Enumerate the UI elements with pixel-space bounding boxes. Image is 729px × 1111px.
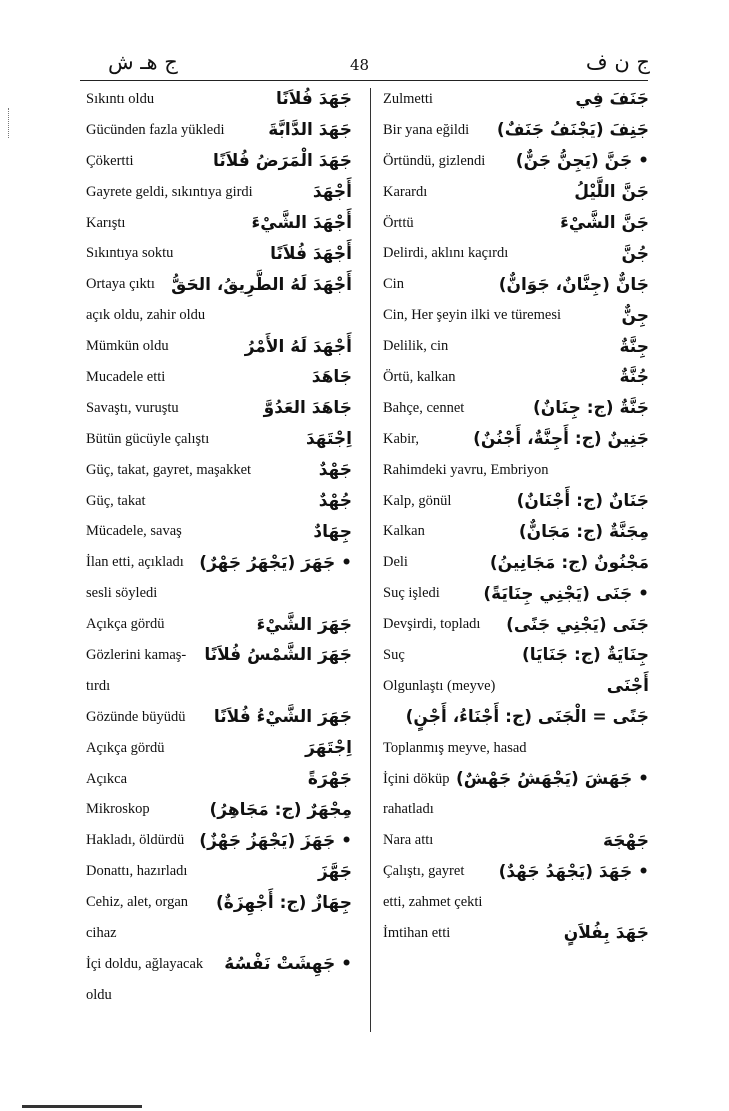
dictionary-entry (383, 887, 649, 918)
turkish-meaning: Gözlerini kamaş- (86, 646, 187, 663)
turkish-meaning: Açıkça gördü (86, 616, 165, 633)
dictionary-entry (86, 455, 352, 486)
dictionary-entry (383, 578, 649, 609)
dictionary-entry (383, 609, 649, 640)
arabic-headword: مِجْهَرٌ (ج: مَجَاهِرُ) (209, 799, 352, 820)
header-rule (80, 80, 648, 81)
dictionary-entry (383, 918, 649, 949)
dictionary-entry (86, 887, 352, 918)
arabic-headword: جَانٌّ (جِنَّانٌ، جَوَانٌّ) (498, 274, 649, 295)
arabic-headword: • جَهَشَ (يَجْهَشُ جَهْشٌ) (455, 769, 649, 790)
dictionary-entry (86, 733, 352, 764)
arabic-headword: أَجْهَدَ (312, 182, 352, 203)
dictionary-entry (86, 764, 352, 795)
arabic-headword: مَجْنُونٌ (ج: مَجَانِينُ) (489, 552, 649, 573)
page-header (80, 50, 650, 80)
arabic-headword: • جَنَى (يَجْنِي جِنَايَةً) (483, 583, 649, 604)
turkish-meaning: Nara attı (383, 832, 434, 849)
turkish-meaning: Çökertti (86, 152, 134, 169)
turkish-meaning: sesli söyledi (86, 585, 158, 602)
dictionary-entry (86, 671, 352, 702)
left-column (86, 84, 352, 1011)
arabic-headword: جَهَّزَ (317, 861, 352, 882)
arabic-headword: جَهَدَ بِفُلاَنٍ (563, 923, 649, 944)
dictionary-entry (383, 547, 649, 578)
turkish-meaning: Mümkün oldu (86, 338, 169, 355)
arabic-headword: جَنَّ الشَّيْءَ (560, 213, 649, 233)
arabic-headword: جُنَّةٌ (619, 367, 649, 388)
dictionary-entry (86, 825, 352, 856)
arabic-headword: • جَنَّ (يَجِنُّ جَنٌّ) (515, 151, 649, 172)
arabic-headword: جَاهَدَ (311, 367, 352, 388)
dictionary-entry (383, 764, 649, 795)
turkish-meaning: Ortaya çıktı (86, 276, 155, 293)
turkish-meaning: Açıkca (86, 770, 128, 787)
dictionary-entry (86, 331, 352, 362)
scan-edge-mark (8, 108, 11, 138)
dictionary-entry (86, 300, 352, 331)
arabic-headword: جِنَّةٌ (619, 336, 649, 357)
turkish-meaning: Olgunlaştı (meyve) (383, 677, 496, 694)
dictionary-entry (383, 825, 649, 856)
turkish-meaning: Örttü (383, 214, 414, 231)
dictionary-entry (383, 393, 649, 424)
turkish-meaning: Güç, takat, gayret, maşakket (86, 461, 252, 478)
dictionary-entry (383, 702, 649, 733)
arabic-headword: • جَهَرَ (يَجْهَرُ جَهْرٌ) (199, 552, 352, 573)
arabic-headword: • جَهَزَ (يَجْهَزُ جَهْزٌ) (199, 830, 352, 851)
dictionary-entry (86, 516, 352, 547)
turkish-meaning: İmtihan etti (383, 924, 451, 941)
arabic-headword: جَنِينٌ (ج: أَجِنَّةٌ، أَجْنُنٌ) (473, 429, 649, 450)
dictionary-entry (383, 856, 649, 887)
arabic-headword: جَنَّةٌ (ج: جِنَانٌ) (532, 398, 649, 419)
turkish-meaning: Sıkıntı oldu (86, 90, 155, 107)
dictionary-entry (383, 486, 649, 517)
arabic-headword: اِجْتَهَرَ (305, 738, 352, 759)
turkish-meaning: Suç işledi (383, 585, 440, 602)
column-divider (370, 88, 371, 1032)
turkish-meaning: Delilik, cin (383, 338, 449, 355)
turkish-meaning: Kalkan (383, 523, 425, 540)
dictionary-entry (383, 146, 649, 177)
dictionary-entry (86, 609, 352, 640)
turkish-meaning: cihaz (86, 924, 117, 941)
turkish-meaning: Kalp, gönül (383, 492, 452, 509)
dictionary-entry (86, 115, 352, 146)
arabic-headword: جِنَايَةٌ (ج: جَنَايَا) (521, 645, 649, 666)
turkish-meaning: Çalıştı, gayret (383, 863, 465, 880)
turkish-meaning: İlan etti, açıkladı (86, 554, 184, 571)
turkish-meaning: Gözünde büyüdü (86, 708, 186, 725)
dictionary-entry (383, 84, 649, 115)
arabic-headword: جِهَادٌ (313, 521, 352, 542)
arabic-headword: جَهْجَهَ (602, 830, 649, 851)
dictionary-entry (86, 208, 352, 239)
dictionary-entry (86, 640, 352, 671)
header-right-letters: ج ن ف (585, 50, 650, 74)
turkish-meaning: Bir yana eğildi (383, 121, 470, 138)
arabic-headword: جَهْرَةً (307, 769, 352, 790)
dictionary-entry (86, 177, 352, 208)
scan-bottom-mark (22, 1105, 142, 1108)
turkish-meaning: İçini döküp (383, 770, 450, 787)
dictionary-entry (383, 794, 649, 825)
turkish-meaning: rahatladı (383, 801, 434, 818)
turkish-meaning: Güç, takat (86, 492, 146, 509)
arabic-headword: جَهَدَ الدَّابَّةَ (268, 120, 352, 141)
arabic-headword: جِهَازٌ (ج: أَجْهِزَةٌ) (216, 892, 352, 913)
arabic-headword: جَهَدَ فُلاَنًا (275, 89, 352, 110)
dictionary-entry (383, 300, 649, 331)
arabic-headword: جَنًى = الْجَنَى (ج: أَجْنَاءُ، أَجْنٍ) (405, 707, 649, 728)
dictionary-entry (383, 238, 649, 269)
dictionary-entry (86, 486, 352, 517)
turkish-meaning: Örtü, kalkan (383, 368, 456, 385)
arabic-headword: جَهْدٌ (318, 460, 352, 481)
turkish-meaning: Savaştı, vuruştu (86, 399, 179, 416)
dictionary-entry (86, 362, 352, 393)
arabic-headword: أَجْهَدَ فُلاَنًا (270, 243, 352, 264)
arabic-headword: جَنَّ اللَّيْلُ (574, 182, 649, 203)
dictionary-entry (86, 146, 352, 177)
arabic-headword: جِنٌّ (621, 305, 649, 326)
dictionary-entry (86, 424, 352, 455)
dictionary-entry (86, 980, 352, 1011)
dictionary-entry (86, 238, 352, 269)
turkish-meaning: Rahimdeki yavru, Embriyon (383, 461, 549, 478)
turkish-meaning: Cehiz, alet, organ (86, 894, 189, 911)
arabic-headword: جَهَرَ الشَّمْسُ فُلاَنًا (204, 645, 352, 666)
turkish-meaning: Bütün gücüyle çalıştı (86, 430, 210, 447)
arabic-headword: أَجْهَدَ لَهُ الأَمْرُ (244, 336, 352, 357)
turkish-meaning: oldu (86, 986, 112, 1003)
turkish-meaning: Karıştı (86, 214, 126, 231)
turkish-meaning: etti, zahmet çekti (383, 894, 483, 911)
dictionary-entry (86, 578, 352, 609)
turkish-meaning: Gücünden fazla yükledi (86, 121, 225, 138)
turkish-meaning: Toplanmış meyve, hasad (383, 739, 527, 756)
turkish-meaning: Deli (383, 554, 408, 571)
header-left-letters: ج هـ ش (108, 50, 178, 74)
arabic-headword: أَجْهَدَ لَهُ الطَّرِيقُ، الحَقُّ (171, 274, 352, 295)
arabic-headword: اِجْتَهَدَ (305, 429, 352, 450)
turkish-meaning: Sıkıntıya soktu (86, 245, 174, 262)
dictionary-entry (383, 331, 649, 362)
arabic-headword: جُنَّ (621, 243, 649, 264)
dictionary-entry (383, 362, 649, 393)
dictionary-entry (86, 547, 352, 578)
dictionary-entry (383, 516, 649, 547)
dictionary-entry (86, 856, 352, 887)
dictionary-entry (86, 702, 352, 733)
turkish-meaning: Açıkça gördü (86, 739, 165, 756)
turkish-meaning: Zulmetti (383, 90, 433, 107)
arabic-headword: جَنِفَ (يَجْنَفُ جَنَفٌ) (496, 120, 649, 141)
dictionary-entry (86, 949, 352, 980)
dictionary-entry (383, 269, 649, 300)
arabic-headword: جَهَرَ الشَّيْءُ فُلاَنًا (213, 707, 352, 728)
turkish-meaning: Bahçe, cennet (383, 399, 465, 416)
dictionary-entry (86, 393, 352, 424)
turkish-meaning: Mikroskop (86, 801, 150, 818)
turkish-meaning: Gayrete geldi, sıkıntıya girdi (86, 183, 253, 200)
turkish-meaning: açık oldu, zahir oldu (86, 307, 206, 324)
right-column (383, 84, 649, 949)
page-number: 48 (350, 56, 370, 74)
arabic-headword: جَنَى (يَجْنِي جَنًى) (506, 614, 649, 635)
arabic-headword: جَهَرَ الشَّيْءَ (256, 614, 352, 635)
turkish-meaning: Cin, Her şeyin ilki ve türemesi (383, 307, 561, 324)
turkish-meaning: Kabir, (383, 430, 420, 447)
dictionary-entry (383, 424, 649, 455)
turkish-meaning: Örtündü, gizlendi (383, 152, 486, 169)
turkish-meaning: İçi doldu, ağlayacak (86, 955, 204, 972)
arabic-headword: جُهْدٌ (318, 491, 352, 512)
dictionary-entry (86, 84, 352, 115)
dictionary-entry (383, 455, 649, 486)
arabic-headword: • جَهِشَتْ نَفْسُهُ (224, 954, 352, 975)
dictionary-entry (383, 640, 649, 671)
arabic-headword: أَجْنَى (606, 676, 649, 697)
dictionary-entry (383, 733, 649, 764)
turkish-meaning: Donattı, hazırladı (86, 863, 188, 880)
arabic-headword: جَاهَدَ العَدُوَّ (263, 398, 352, 419)
arabic-headword: • جَهَدَ (يَجْهَدُ جَهْدٌ) (498, 861, 649, 882)
turkish-meaning: tırdı (86, 677, 111, 694)
dictionary-entry (86, 918, 352, 949)
turkish-meaning: Cin (383, 276, 404, 293)
turkish-meaning: Delirdi, aklını kaçırdı (383, 245, 509, 262)
arabic-headword: أَجْهَدَ الشَّيْءَ (251, 213, 352, 233)
arabic-headword: جَهَدَ الْمَرَضُ فُلاَنًا (213, 151, 352, 172)
dictionary-entry (86, 269, 352, 300)
turkish-meaning: Mücadele, savaş (86, 523, 182, 540)
turkish-meaning: Devşirdi, topladı (383, 616, 481, 633)
turkish-meaning: Hakladı, öldürdü (86, 832, 185, 849)
turkish-meaning: Suç (383, 646, 405, 663)
arabic-headword: مِجَنَّةٌ (ج: مَجَانٌّ) (518, 521, 649, 542)
turkish-meaning: Mucadele etti (86, 368, 166, 385)
dictionary-entry (86, 794, 352, 825)
dictionary-entry (383, 671, 649, 702)
dictionary-entry (383, 208, 649, 239)
arabic-headword: جَنَانٌ (ج: أَجْنَانٌ) (516, 491, 649, 512)
turkish-meaning: Karardı (383, 183, 428, 200)
dictionary-entry (383, 115, 649, 146)
dictionary-entry (383, 177, 649, 208)
arabic-headword: جَنَفَ فِي (575, 89, 649, 110)
